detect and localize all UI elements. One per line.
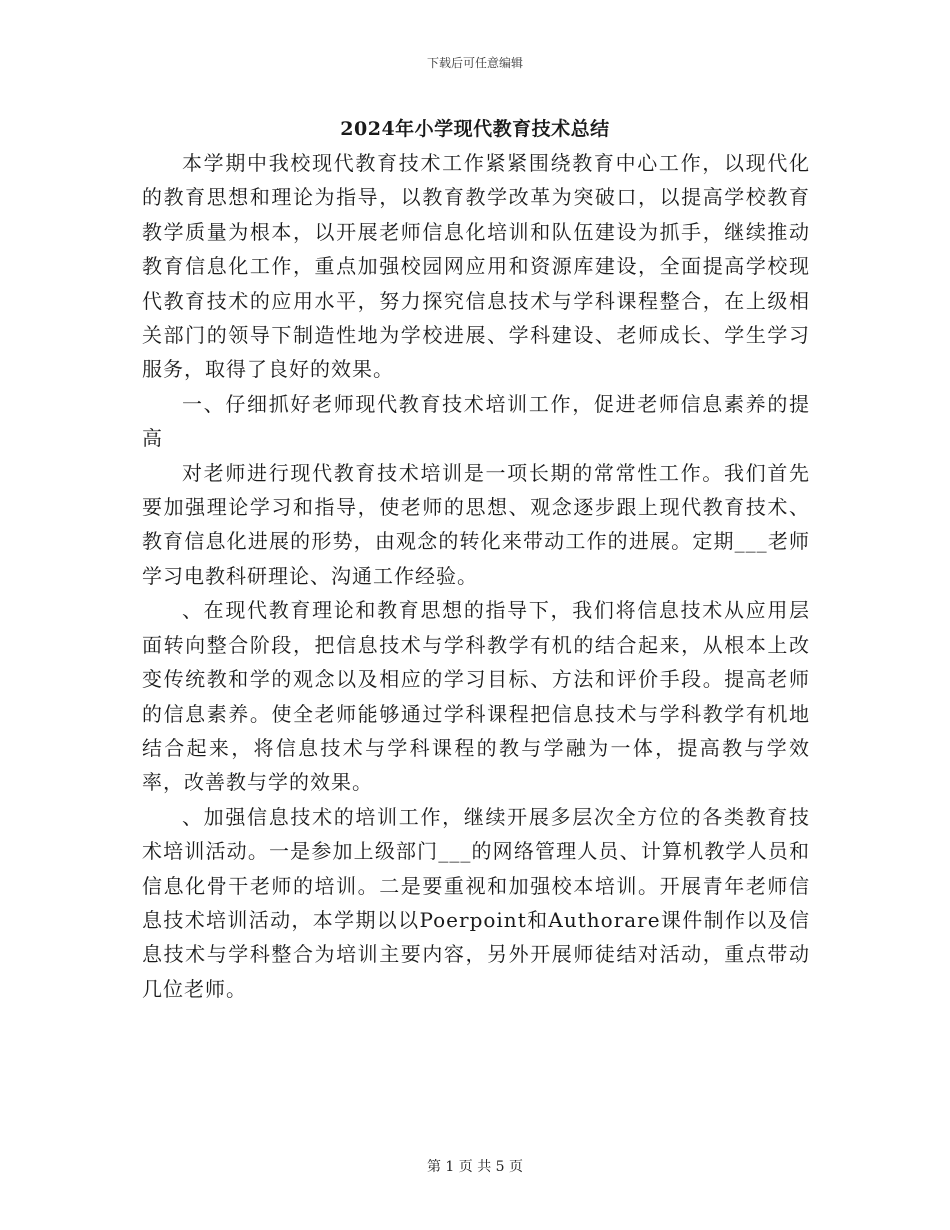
header-note: 下载后可任意编辑: [426, 56, 523, 70]
document-body: [142, 146, 810, 1006]
section-heading-1: 一、仔细抓好老师现代教育技术培训工作，促进老师信息素养的提高: [142, 391, 810, 451]
paragraph-intro: 本学期中我校现代教育技术工作紧紧围绕教育中心工作，以现代化的教育思想和理论为指导，以教育教学改革为突破口，以提高学校教育教学质量为根本，以开展老师信息化培训和队伍建设为抓手，继续推动教育信息化工作，重点加强校园网应用和资源库建设，全面提高学校现代教育技术的应用水平，努力探究信息技术与学科课程整合，在上级相关部门的领导下制造性地为学校进展、学科建设、老师成长、学生学习服务，取得了良好的效果。: [142, 151, 810, 382]
paragraph-it-training: 、加强信息技术的培训工作，继续开展多层次全方位的各类教育技术培训活动。一是参加上级部门___的网络管理人员、计算机教学人员和信息化骨干老师的培训。二是要重视和加强校本培训。开展青年老师信息技术培训活动，本学期以以Poerpoint和Authorare课件制作以及信息技术与学科整合为培训主要内容，另外开展师徒结对活动，重点带动几位老师。: [142, 804, 810, 1001]
page-number: 第 1 页 共 5 页: [426, 1159, 524, 1175]
document-title: 2024年小学现代教育技术总结: [340, 118, 610, 140]
paragraph-integration: 、在现代教育理论和教育思想的指导下，我们将信息技术从应用层面转向整合阶段，把信息技术与学科教学有机的结合起来，从根本上改变传统教和学的观念以及相应的学习目标、方法和评价手段。提高老师的信息素养。使全老师能够通过学科课程把信息技术与学科教学有机地结合起来，将信息技术与学科课程的教与学融为一体，提高教与学效率，改善教与学的效果。: [142, 598, 810, 795]
paragraph-training: 对老师进行现代教育技术培训是一项长期的常常性工作。我们首先要加强理论学习和指导，使老师的思想、观念逐步跟上现代教育技术、教育信息化进展的形势，由观念的转化来带动工作的进展。定期___老师学习电教科研理论、沟通工作经验。: [142, 460, 810, 588]
